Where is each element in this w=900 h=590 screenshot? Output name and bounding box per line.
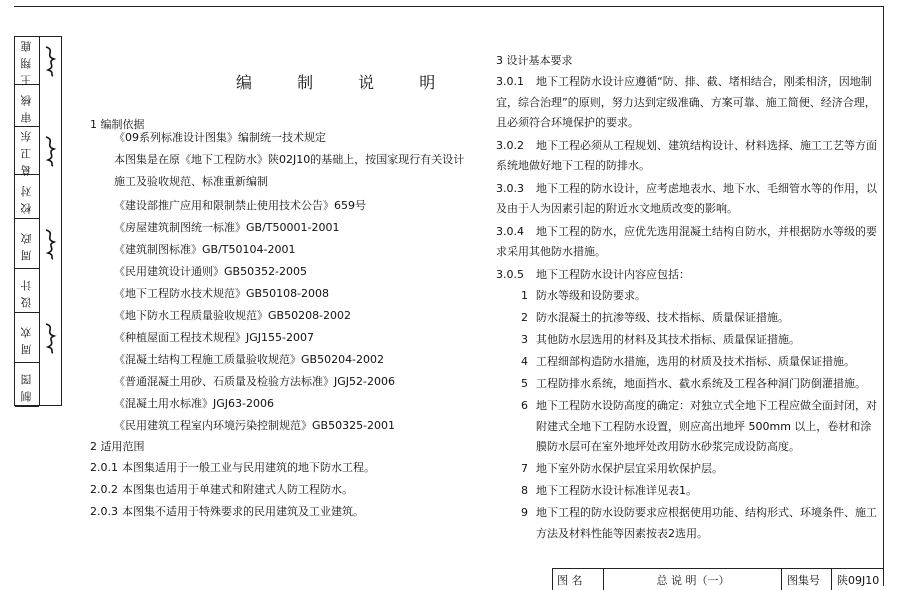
requirement-line [512, 420, 871, 434]
clause-line [496, 159, 650, 173]
clause-number: 3.0.5 [496, 267, 524, 281]
requirement-number: 4 [521, 355, 528, 368]
clause-number: 3.0.4 [496, 224, 524, 238]
scope-item [90, 505, 364, 519]
requirement-text: 工程细部构造防水措施，选用的材质及技术指标、质量保证措施。 [536, 355, 855, 368]
requirement-line [512, 311, 789, 325]
reference-item: 《民用建筑设计通则》GB50352-2005 [114, 265, 308, 278]
clause-line [496, 202, 738, 216]
scope-item-text: 本图集也适用于单建式和附建式人防工程防水。 [122, 483, 353, 496]
requirement-number: 3 [521, 333, 528, 346]
signoff-label-text: 周欢 [20, 320, 33, 355]
requirement-text: 防水等级和设防要求。 [536, 289, 646, 302]
reference-item: 《民用建筑工程室内环境污染控制规范》GB50325-2001 [114, 419, 396, 432]
requirement-text: 地下工程防水设计标准详见表1。 [536, 484, 697, 497]
signoff-label-3 [15, 175, 39, 219]
clause-text: 地下工程防水设计应遵循“防、排、截、堵相结合，刚柔相济，因地制 [536, 75, 872, 88]
requirement-text: 附建式全地下工程防水设置，则应高出地坪 500mm 以上，卷材和涂 [536, 419, 872, 433]
requirement-number: 9 [521, 506, 528, 519]
requirement-text: 地下工程的防水设防要求应根据使用功能、结构形式、环境条件、施工 [536, 506, 877, 519]
scope-item-text: 本图集适用于一般工业与民用建筑的地下防水工程。 [122, 461, 375, 474]
clause-text: 及由于人为因素引起的附近水文地质改变的影响。 [496, 202, 738, 215]
signoff-label-7 [15, 363, 39, 407]
reference-item: 《地下防水工程质量验收规范》GB50208-2002 [114, 309, 352, 322]
requirement-text: 膜防水层可在室外地坪处改用防水砂浆完成设防高度。 [536, 440, 800, 453]
clause-line [496, 75, 872, 89]
section-2-heading: 2 适用范围 [90, 440, 145, 453]
signoff-label-6 [15, 313, 39, 363]
requirement-line [512, 440, 800, 454]
drawing-name-label: 图 名 [557, 573, 583, 587]
signoff-label-0 [15, 37, 39, 85]
reference-item: 《房屋建筑制图统一标准》GB/T50001-2001 [114, 221, 340, 234]
left-column [90, 0, 470, 589]
requirement-number: 6 [521, 399, 528, 412]
reference-item: 《种植屋面工程技术规程》JGJ155-2007 [114, 331, 314, 344]
requirement-line [512, 289, 646, 303]
signoff-label-5 [15, 269, 39, 313]
requirement-number: 8 [521, 484, 528, 497]
requirement-line [512, 333, 800, 347]
clause-line [496, 245, 606, 259]
requirement-number: 2 [521, 311, 528, 324]
atlas-number-label: 图集号 [787, 573, 820, 587]
scope-item-number: 2.0.1 [90, 461, 118, 474]
signoff-label-2 [15, 127, 39, 175]
requirement-line [512, 399, 877, 413]
signoff-label-4 [15, 219, 39, 269]
reference-item: 《普通混凝土用砂、石质量及检验方法标准》JGJ52-2006 [114, 375, 395, 388]
scope-item-text: 本图集不适用于特殊要求的民用建筑及工业建筑。 [122, 505, 364, 518]
signature-mark [41, 313, 61, 363]
requirement-line [512, 377, 866, 391]
reference-item: 《混凝土结构工程施工质量验收规范》GB50204-2002 [114, 353, 385, 366]
reference-item: 《建设部推广应用和限制禁止使用技术公告》659号 [114, 199, 366, 212]
requirement-text: 其他防水层选用的材料及其技术指标、质量保证措施。 [536, 333, 800, 346]
requirement-number: 5 [521, 377, 528, 390]
strip-divider [39, 37, 40, 405]
requirement-text: 防水混凝土的抗渗等级、技术指标、质量保证措施。 [536, 311, 789, 324]
signature-mark [41, 37, 61, 85]
clause-line [496, 182, 877, 196]
clause-line [496, 139, 877, 153]
signoff-label-text: 王翔鹿 [20, 35, 33, 86]
signoff-label-text: 审核 [20, 88, 33, 123]
clause-text: 宜，综合治理”的原则，努力达到定级准确、方案可靠、施工简便、经济合理， [496, 95, 876, 109]
signoff-label-text: 葛卫东 [20, 125, 33, 176]
signature-mark [41, 127, 61, 175]
requirement-number: 7 [521, 462, 528, 475]
clause-text: 地下工程的防水设计，应考虑地表水、地下水、毛细管水等的作用，以 [536, 181, 877, 195]
requirement-line [512, 462, 723, 476]
requirement-text: 地下室外防水保护层宜采用软保护层。 [536, 462, 723, 475]
right-column [496, 0, 877, 589]
clause-line [496, 225, 877, 239]
section-1-heading: 1 编制依据 [90, 118, 145, 131]
clause-number: 3.0.2 [496, 138, 524, 152]
signoff-label-text: 周政 [20, 226, 33, 261]
requirement-line [512, 355, 855, 369]
clause-number: 3.0.1 [496, 75, 524, 88]
signoff-strip [14, 36, 62, 406]
page-title: 编 制 说 明 [236, 73, 456, 92]
requirement-line [512, 506, 877, 520]
signoff-label-1 [15, 85, 39, 127]
clause-text: 地下工程必须从工程规划、建筑结构设计、材料选择、施工工艺等方面 [536, 138, 877, 152]
reference-item: 《建筑制图标准》GB/T50104-2001 [114, 243, 296, 256]
clause-text: 地下工程防水设计内容应包括： [536, 267, 690, 281]
requirement-text: 地下工程防水设防高度的确定：对独立式全地下工程应做全面封闭，对 [536, 399, 877, 412]
requirement-text: 工程防排水系统，地面挡水、截水系统及工程各种洞门防倒灌措施。 [536, 377, 866, 390]
clause-text: 地下工程的防水，应优先选用混凝土结构自防水，并根据防水等级的要 [536, 224, 877, 238]
reference-item: 本图集是在原《地下工程防水》陕02J10的基础上，按国家现行有关设计 [114, 153, 465, 166]
requirement-text: 方法及材料性能等因素按表2选用。 [536, 526, 708, 540]
scope-item-number: 2.0.3 [90, 505, 118, 518]
scope-item-number: 2.0.2 [90, 483, 118, 496]
clause-number: 3.0.3 [496, 181, 524, 195]
signoff-label-text: 设计 [20, 273, 33, 308]
requirement-number: 1 [521, 289, 528, 302]
clause-text: 求采用其他防水措施。 [496, 245, 606, 258]
clause-line [496, 116, 639, 130]
scope-item [90, 461, 375, 475]
signoff-label-text: 校对 [20, 179, 33, 214]
clause-text: 系统地做好地下工程的防排水。 [496, 159, 650, 172]
title-block [552, 568, 884, 590]
clause-text: 且必须符合环境保护的要求。 [496, 116, 639, 129]
reference-item: 《09系列标准设计图集》编制统一技术规定 [114, 131, 326, 144]
signoff-label-text: 制图 [20, 367, 33, 402]
signature-mark [41, 219, 61, 269]
atlas-number-value: 陕09J10 [837, 573, 880, 587]
reference-item: 施工及验收规范、标准重新编制 [114, 175, 268, 188]
reference-item: 《地下工程防水技术规范》GB50108-2008 [114, 287, 330, 300]
requirement-line [512, 527, 708, 541]
reference-item: 《混凝土用水标准》JGJ63-2006 [114, 397, 274, 410]
requirement-line [512, 484, 697, 498]
drawing-name-value: 总 说 明（一） [656, 573, 730, 587]
section-3-heading: 3 设计基本要求 [496, 54, 573, 67]
clause-line [496, 96, 876, 110]
scope-item [90, 483, 353, 497]
clause-line [496, 268, 690, 282]
